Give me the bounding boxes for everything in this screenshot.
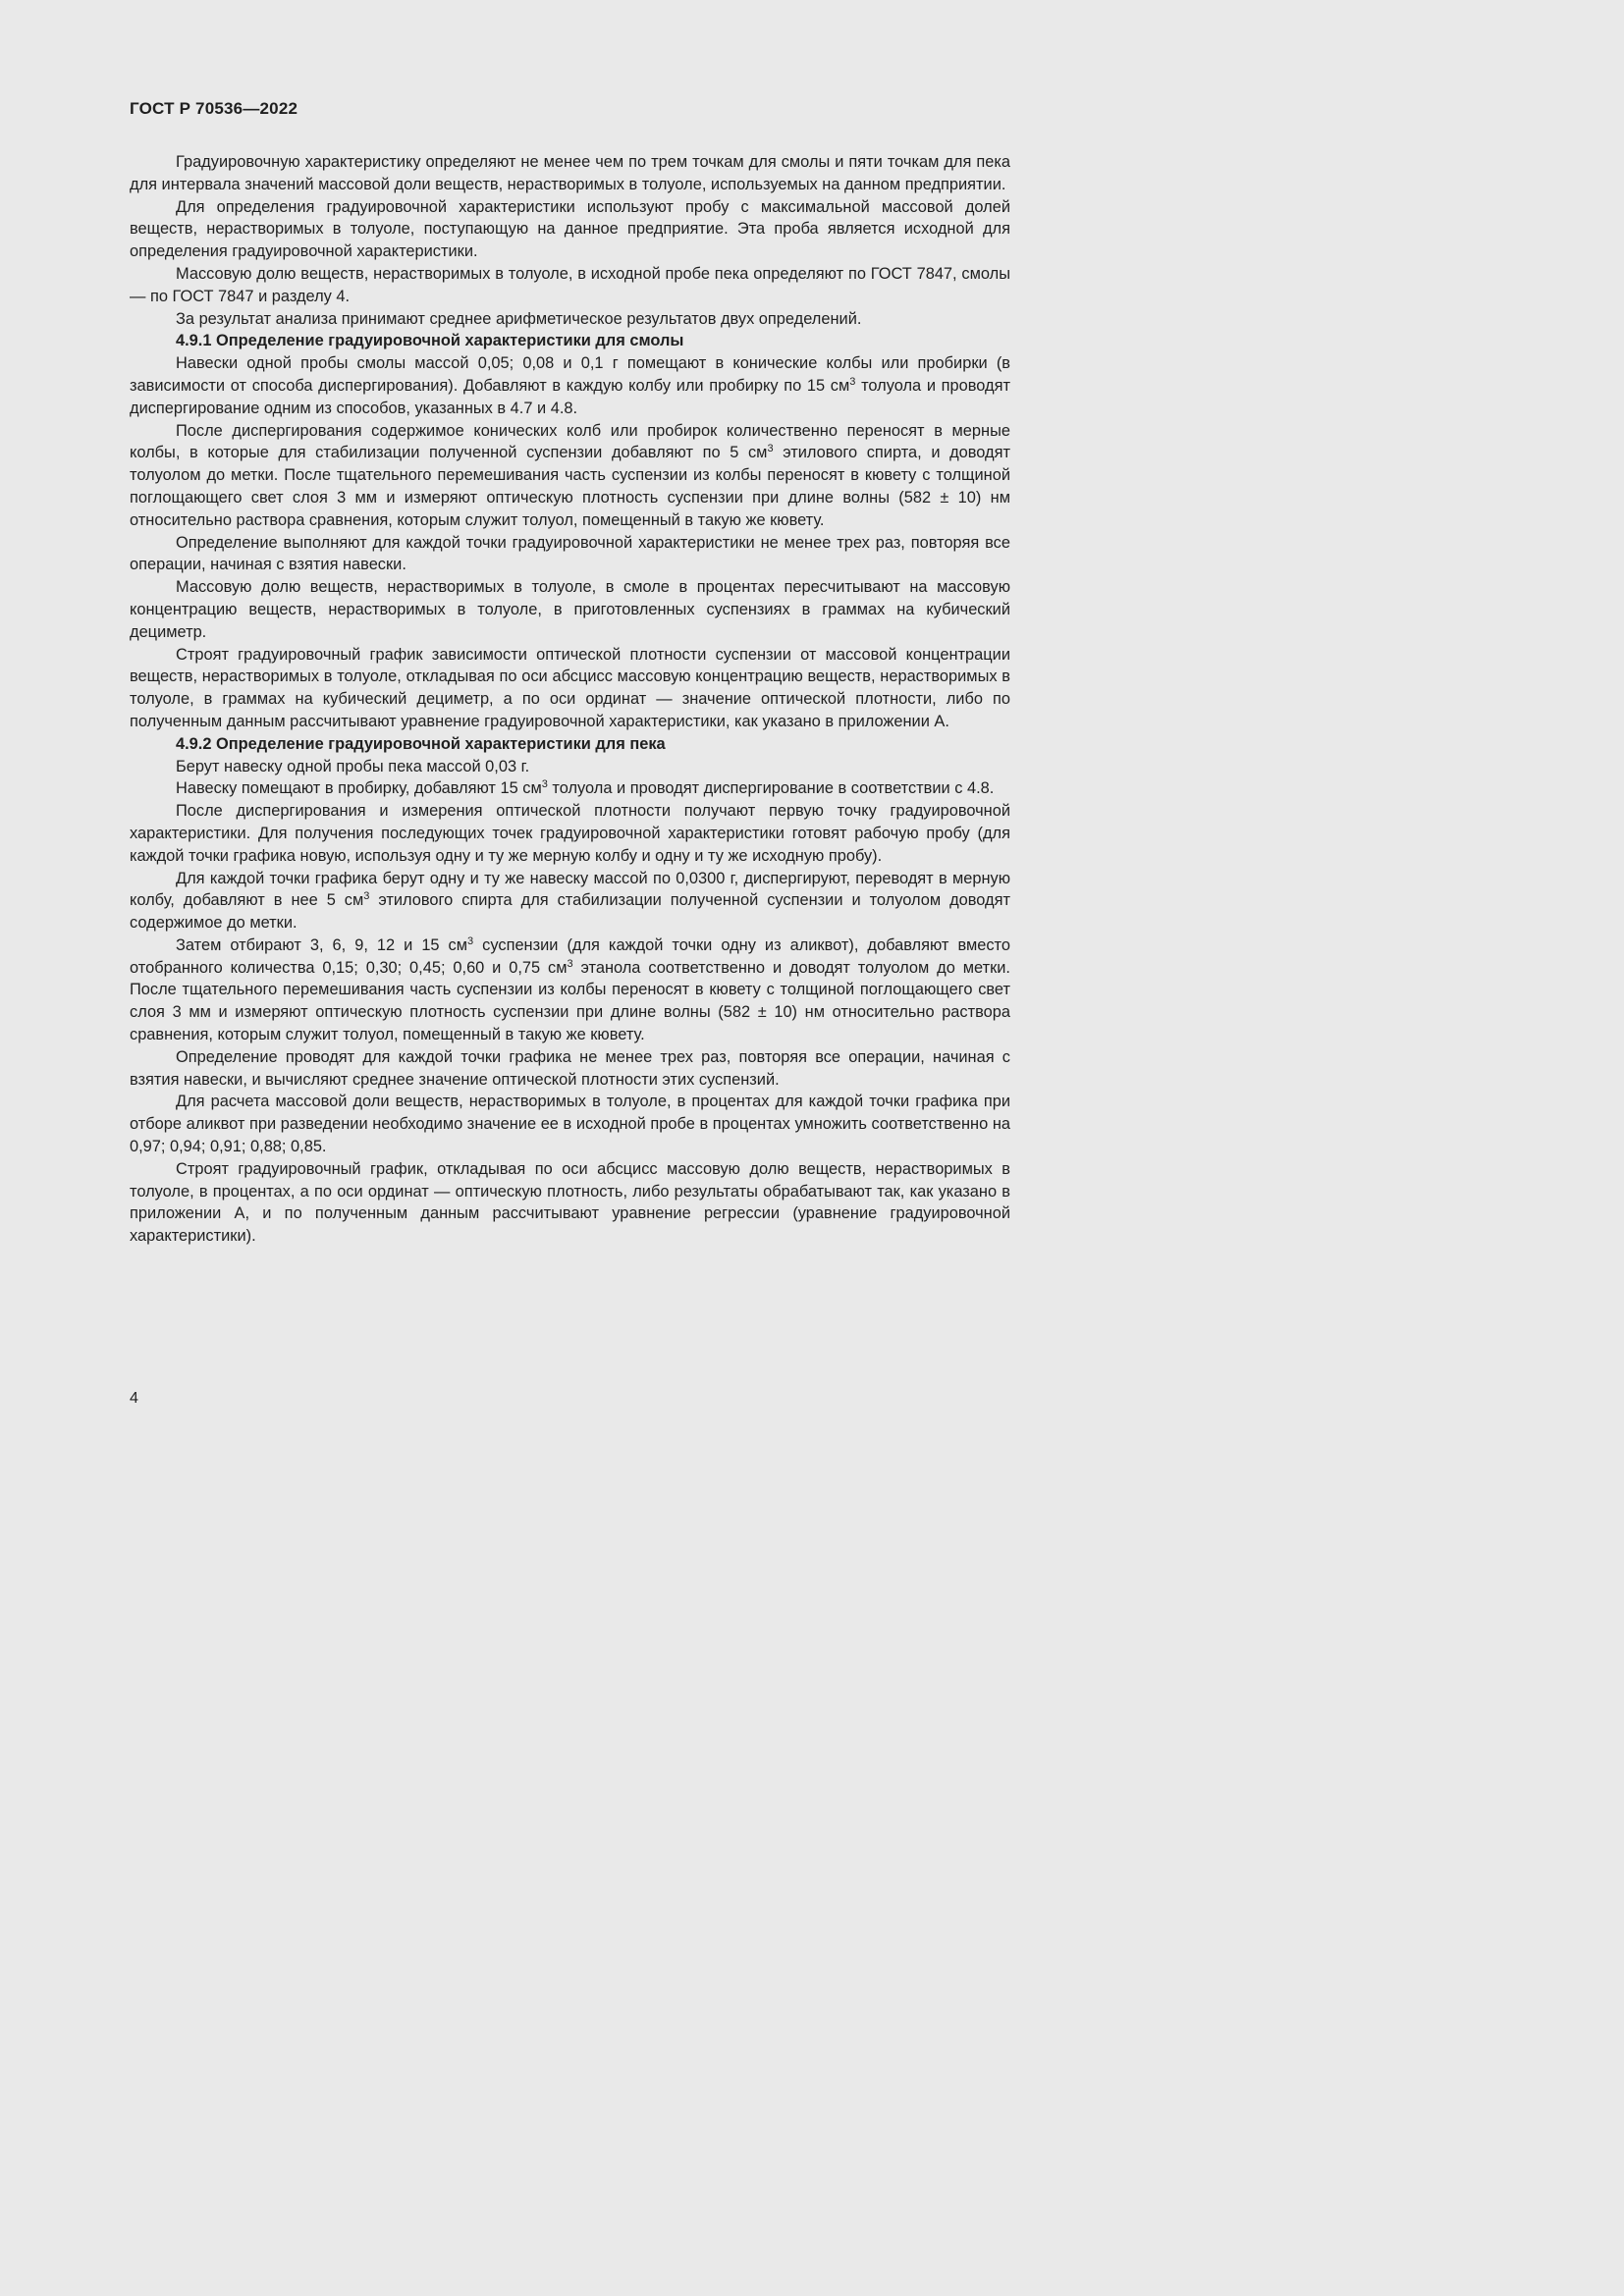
body-paragraph (130, 1091, 1010, 1157)
text-run: За результат анализа принимают среднее арифметическое результатов двух определений. (176, 309, 862, 328)
text-run: Строят градуировочный график, откладывая по оси абсцисс массовую долю веществ, нерастворимых в толуоле, в процентах, а по оси ординат — оптическую плотность, либо результаты обрабатывают так, как указано в приложении А, и по полученным данным рассчитывают уравнение регрессии (уравнение градуировочной характеристики). (130, 1159, 1010, 1246)
superscript: 3 (567, 957, 573, 970)
section-heading (130, 330, 1010, 352)
text-run: 4.9.2 Определение градуировочной характеристики для пека (176, 734, 666, 753)
page-number: 4 (130, 1390, 138, 1407)
body-paragraph (130, 868, 1010, 934)
text-run: этанола соответственно и доводят толуолом до метки. После тщательного перемешивания часть суспензии из колбы переносят в кювету с толщиной поглощающего свет слоя 3 мм и измеряют оптическую плотность суспензии при длине волны (582 ± 10) нм относительно раствора сравнения, которым служит толуол, помещенный в такую же кювету. (130, 958, 1010, 1044)
text-run: Навеску помещают в пробирку, добавляют 15 см (176, 779, 542, 798)
body-paragraph (130, 576, 1010, 643)
text-run: Навески одной пробы смолы массой 0,05; 0,08 и 0,1 г помещают в конические колбы или пробирки (в зависимости от способа диспергирования). Добавляют в каждую колбу или пробирку по 15 см (130, 354, 1010, 395)
text-run: Определение выполняют для каждой точки градуировочной характеристики не менее трех раз, повторяя все операции, начиная с взятия навески. (130, 533, 1010, 574)
text-run: Для определения градуировочной характеристики используют пробу с максимальной массовой долей веществ, нерастворимых в толуоле, поступающую на данное предприятие. Эта проба является исходной для определения градуировочной характеристики. (130, 197, 1010, 261)
body-paragraph (130, 308, 1010, 331)
text-run: Массовую долю веществ, нерастворимых в толуоле, в исходной пробе пека определяют по ГОСТ 7847, смолы — по ГОСТ 7847 и разделу 4. (130, 264, 1010, 305)
body-paragraph (130, 352, 1010, 419)
text-run: Для каждой точки графика берут одну и ту же навеску массой по 0,0300 г, диспергируют, переводят в мерную колбу, добавляют в нее 5 см (130, 869, 1010, 910)
text-run: 4.9.1 Определение градуировочной характеристики для смолы (176, 332, 684, 350)
text-run: Для расчета массовой доли веществ, нерастворимых в толуоле, в процентах для каждой точки графика при отборе аликвот при разведении необходимо значение ее в исходной пробе в процентах умножить соответственно на 0,97; 0,94; 0,91; 0,88; 0,85. (130, 1093, 1010, 1156)
text-run: этилового спирта, и доводят толуолом до метки. После тщательного перемешивания часть суспензии из колбы переносят в кювету с толщиной поглощающего свет слоя 3 мм и измеряют оптическую плотность суспензии при длине волны (582 ± 10) нм относительно раствора сравнения, которым служит толуол, помещенный в такую же кювету. (130, 444, 1011, 529)
body-paragraph (130, 1046, 1010, 1092)
body-paragraph (130, 934, 1010, 1046)
document-body (130, 151, 1010, 1248)
text-run: После диспергирования и измерения оптической плотности получают первую точку градуировочной характеристики. Для получения последующих точек градуировочной характеристики готовят рабочую пробу (для каждой точки графика новую, используя одну и ту же мерную колбу и одну и ту же исходную пробу). (130, 802, 1010, 865)
text-run: Затем отбирают 3, 6, 9, 12 и 15 см (176, 935, 468, 954)
text-run: Определение проводят для каждой точки графика не менее трех раз, повторяя все операции, начиная с взятия навески, и вычисляют среднее значение оптической плотности этих суспензий. (130, 1047, 1010, 1089)
body-paragraph (130, 1158, 1010, 1248)
text-run: Градуировочную характеристику определяют не менее чем по трем точкам для смолы и пяти точкам для пека для интервала значений массовой доли веществ, нерастворимых в толуоле, используемых на данном предприятии. (130, 153, 1010, 193)
body-paragraph (130, 756, 1010, 778)
superscript: 3 (767, 443, 774, 455)
body-paragraph (130, 196, 1010, 263)
text-run: Массовую долю веществ, нерастворимых в толуоле, в смоле в процентах пересчитывают на массовую концентрацию веществ, нерастворимых в толуоле, в приготовленных суспензиях в граммах на кубический дециметр. (130, 578, 1010, 641)
text-run: этилового спирта для стабилизации полученной суспензии и толуолом доводят содержимое до метки. (130, 891, 1010, 933)
body-paragraph (130, 420, 1010, 532)
body-paragraph (130, 644, 1010, 733)
body-paragraph (130, 800, 1010, 867)
superscript: 3 (541, 778, 548, 791)
text-run: толуола и проводят диспергирование одним из способов, указанных в 4.7 и 4.8. (130, 376, 1010, 417)
text-run: суспензии (для каждой точки одну из аликвот), добавляют вместо отобранного количества 0,15; 0,30; 0,45; 0,60 и 0,75 см (130, 935, 1010, 977)
document-header: ГОСТ Р 70536—2022 (130, 99, 298, 118)
body-paragraph (130, 263, 1010, 308)
body-paragraph (130, 532, 1010, 577)
superscript: 3 (467, 934, 474, 947)
body-paragraph (130, 151, 1010, 196)
text-run: После диспергирования содержимое конических колб или пробирок количественно переносят в мерные колбы, в которые для стабилизации полученной суспензии добавляют по 5 см (130, 421, 1010, 462)
text-run: Строят градуировочный график зависимости оптической плотности суспензии от массовой концентрации веществ, нерастворимых в толуоле, откладывая по оси абсцисс массовую концентрацию веществ, нерастворимых в толуоле, в граммах на кубический дециметр, а по оси ординат — значение оптической плотности, либо по полученным данным рассчитывают уравнение градуировочной характеристики, как указано в приложении А. (130, 645, 1010, 730)
body-paragraph (130, 777, 1010, 800)
text-run: толуола и проводят диспергирование в соответствии с 4.8. (547, 779, 995, 798)
section-heading (130, 733, 1010, 756)
superscript: 3 (363, 890, 370, 903)
superscript: 3 (849, 375, 856, 388)
text-run: Берут навеску одной пробы пека массой 0,03 г. (176, 757, 530, 775)
